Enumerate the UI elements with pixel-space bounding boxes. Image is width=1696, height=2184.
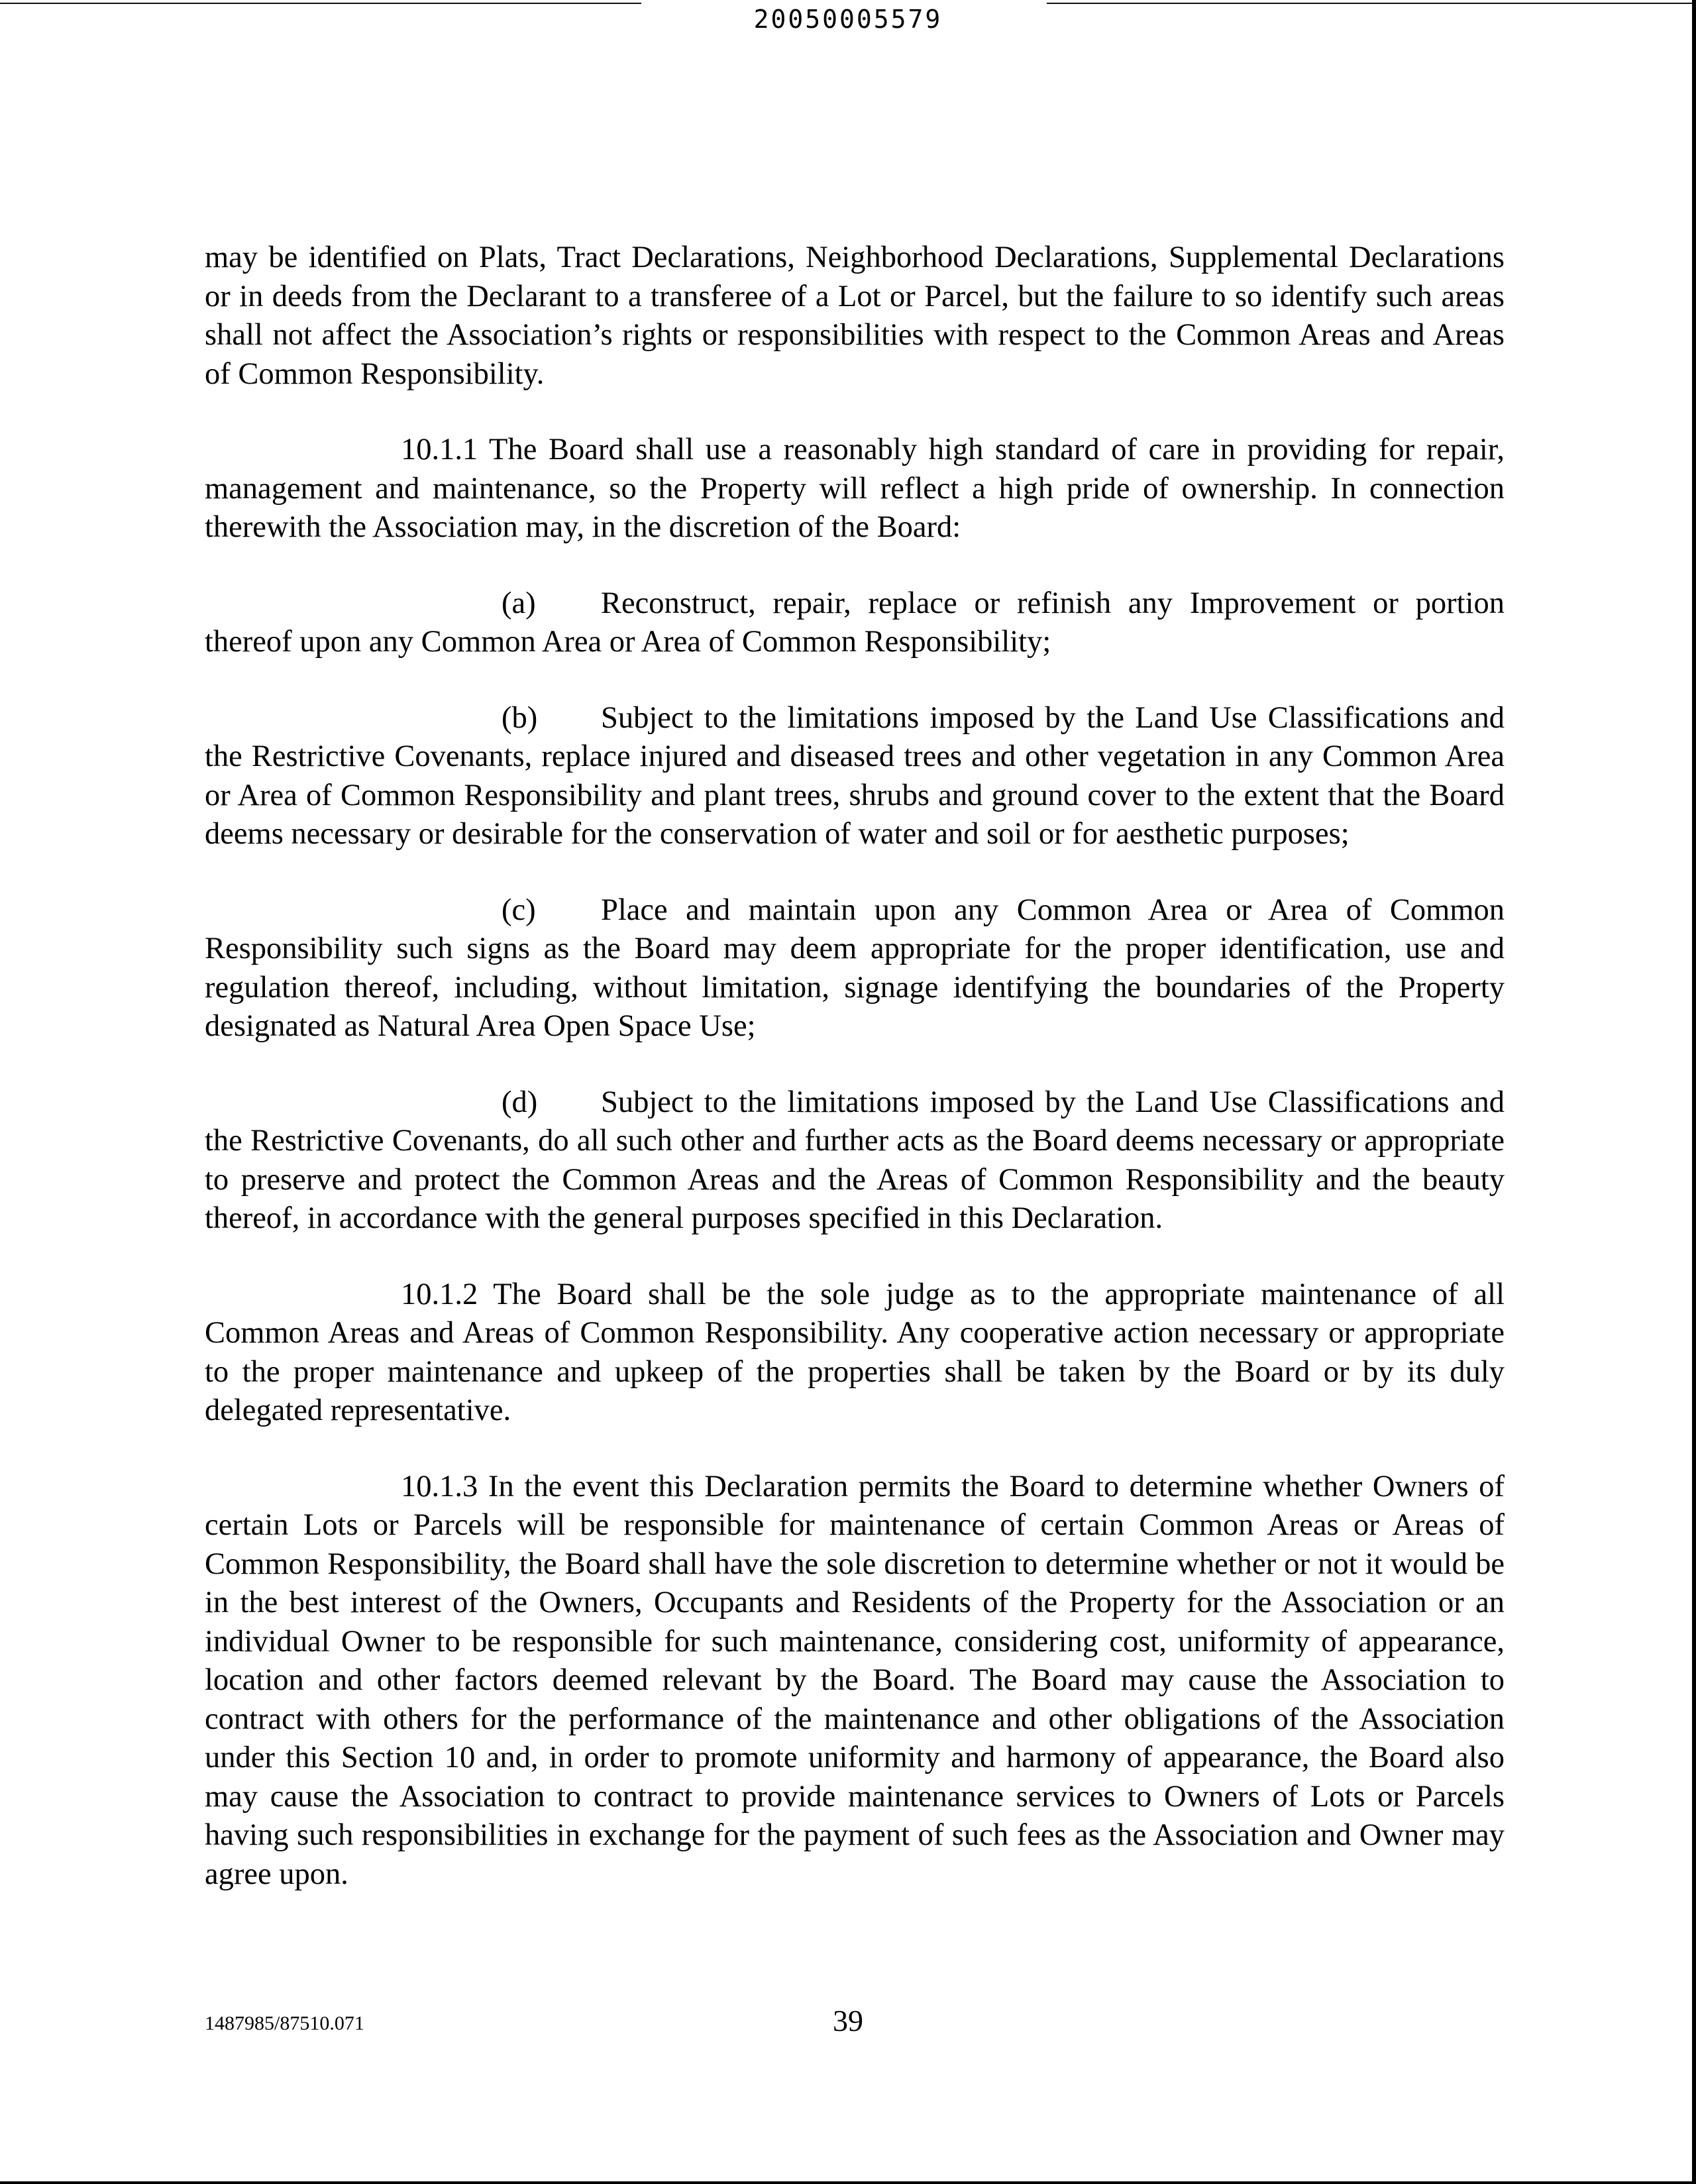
paragraph-continuation xyxy=(205,239,1505,394)
bottom-rule xyxy=(0,2181,1696,2184)
item-text: Subject to the limitations imposed by the Land Use Classifications and the Restrictive Covenants, do all such other and further acts as the Board deems necessary or appropriate to preserve and protect the Common Areas and the Areas of Common Responsibility and the beauty thereof, in accordance with the general purposes specified in this Declaration. xyxy=(205,1085,1505,1235)
paragraph-text: 10.1.2 The Board shall be the sole judge as to the appropriate maintenance of all Common Areas and Areas of Common Responsibility. Any cooperative action necessary or appropriate to the proper maintenance and upkeep of the properties shall be taken by the Board or by its duly delegated representative. xyxy=(205,1277,1505,1427)
footer-document-id: 1487985/87510.071 xyxy=(205,2012,364,2034)
paragraph-text: may be identified on Plats, Tract Declarations, Neighborhood Declarations, Supplemental Declarations or in deeds from the Declarant to a transferee of a Lot or Parcel, but the failure to so identify such areas shall not affect the Association’s rights or responsibilities with respect to the Common Areas and Areas of Common Responsibility. xyxy=(205,241,1505,391)
document-number: 20050005579 xyxy=(753,5,943,34)
document-body xyxy=(205,239,1505,1931)
item-label: (a) xyxy=(502,586,536,620)
item-text: Reconstruct, repair, replace or refinish any Improvement or portion thereof upon any Common Area or Area of Common Responsibility; xyxy=(205,586,1505,659)
paragraph-10-1-2 xyxy=(205,1276,1505,1431)
item-b xyxy=(205,699,1505,854)
item-text: Place and maintain upon any Common Area or Area of Common Responsibility such signs as the Board may deem appropriate for the proper identification, use and regulation thereof, including, without limitation, signage identifying the boundaries of the Property designated as Natural Area Open Space Use; xyxy=(205,893,1505,1043)
item-c xyxy=(205,891,1505,1046)
item-text: Subject to the limitations imposed by the Land Use Classifications and the Restrictive Covenants, replace injured and diseased trees and other vegetation in any Common Area or Area of Common Responsibility and plant trees, shrubs and ground cover to the extent that the Board deems necessary or desirable for the conservation of water and soil or for aesthetic purposes; xyxy=(205,700,1505,851)
paragraph-10-1-1 xyxy=(205,431,1505,547)
item-a xyxy=(205,584,1505,662)
item-label: (b) xyxy=(502,700,538,735)
paragraph-text: 10.1.1 The Board shall use a reasonably high standard of care in providing for repair, management and maintenance, so the Property will reflect a high pride of ownership. In connection therewith the Association may, in the discretion of the Board: xyxy=(205,433,1505,544)
paragraph-10-1-3 xyxy=(205,1468,1505,1894)
item-label: (d) xyxy=(502,1085,538,1119)
item-label: (c) xyxy=(502,893,536,927)
paragraph-text: 10.1.3 In the event this Declaration permits the Board to determine whether Owners of certain Lots or Parcels will be responsible for maintenance of certain Common Areas or Areas of Common Responsibility, the Board shall have the sole discretion to determine whether or not it would be in the best interest of the Owners, Occupants and Residents of the Property for the Association or an individual Owner to be responsible for such maintenance, considering cost, uniformity of appearance, location and other factors deemed relevant by the Board. The Board may cause the Association to contract with others for the performance of the maintenance and other obligations of the Association under this Section 10 and, in order to promote uniformity and harmony of appearance, the Board also may cause the Association to contract to provide maintenance services to Owners of Lots or Parcels having such responsibilities in exchange for the payment of such fees as the Association and Owner may agree upon. xyxy=(205,1469,1505,1891)
page-number: 39 xyxy=(833,2004,863,2038)
item-d xyxy=(205,1083,1505,1238)
page-edge xyxy=(1692,0,1696,2184)
